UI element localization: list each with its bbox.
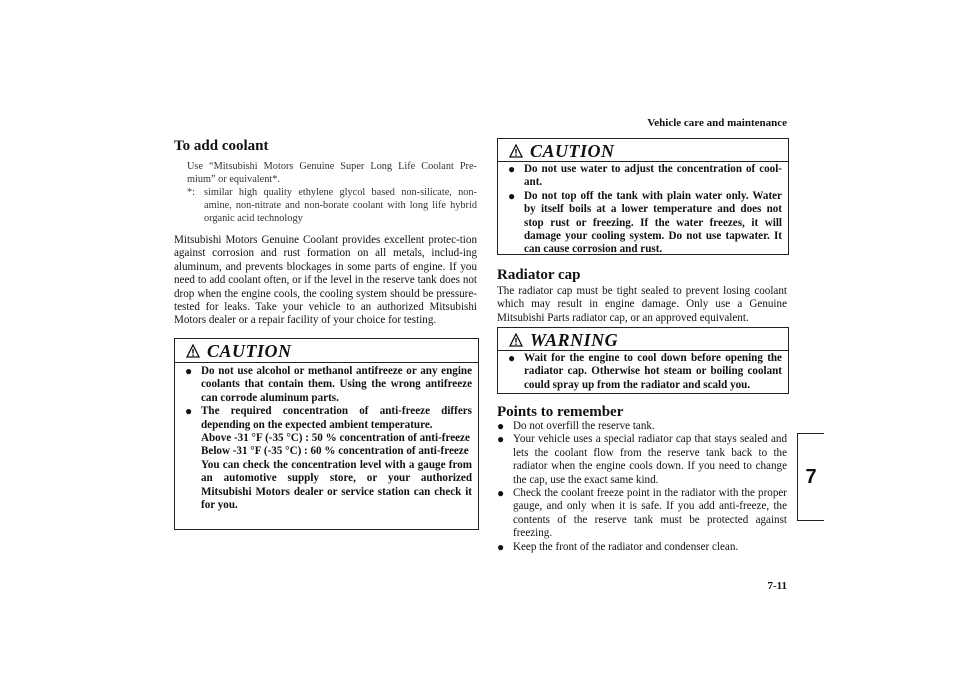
caution-item: ● Do not top off the tank with plain water only. Water by itself boils at a lower temperature and does not stop rust or freezing. If the water freezes, it will damage your cooling system. Do not use tapwater. It can cause corrosion and rust. [508, 188, 782, 256]
coolant-paragraph: Mitsubishi Motors Genuine Coolant provides excellent protec-tion against corrosion and rust formation on all metals, includ-ing aluminum, and prevents blockages in some parts of engine. If you need to add coolant often, or if the level in the reserve tank does not drop when the engine cools, the cooling system should be pressure-tested for leaks. Take your vehicle to an authorized Mitsubishi Motors dealer or a repair facility of your choice for testing. [174, 234, 477, 327]
list-item: ● Your vehicle uses a special radiator cap that stays sealed and lets the coolant flow from the reserve tank back to the radiator when the engine cools down. If you need to change the cap, use the exact same kind. [497, 432, 787, 486]
warning-title: WARNING [530, 330, 619, 350]
points-list [497, 420, 787, 554]
list-item: ● Check the coolant freeze point in the radiator with the proper gauge, and only when it is safe. If you add anti-freeze, the contents of the reserve tank must be protected against freezing. [497, 486, 787, 540]
warning-divider [498, 350, 788, 351]
bullet-icon: ● [508, 162, 516, 176]
caution-divider [498, 161, 788, 162]
list-item: ● Do not overfill the reserve tank. [497, 419, 655, 433]
section-heading-add-coolant: To add coolant [174, 138, 269, 154]
warning-list [508, 352, 782, 392]
caution-list-left [185, 365, 472, 512]
bullet-icon: ● [497, 539, 505, 554]
caution-box-right [497, 138, 789, 255]
caution-title-right: CAUTION [530, 141, 615, 161]
caution-title-left: CAUTION [207, 341, 292, 361]
list-item: ● Keep the front of the radiator and condenser clean. [497, 539, 739, 554]
caution-box-left [174, 338, 479, 530]
bullet-icon: ● [508, 188, 516, 203]
page-number: 7-11 [767, 580, 787, 592]
chapter-tab: 7 [797, 433, 824, 521]
warning-item: ● Wait for the engine to cool down before opening the radiator cap. Otherwise hot steam or boiling coolant could spray up from the radiator and scald you. [508, 351, 782, 391]
running-header: Vehicle care and maintenance [647, 117, 787, 129]
coolant-note [187, 160, 477, 225]
warning-triangle-icon [509, 144, 523, 158]
bullet-icon: ● [497, 432, 505, 447]
section-heading-points: Points to remember [497, 404, 624, 420]
caution-item: ● Do not use alcohol or methanol antifreeze or any engine coolants that contain them. Using the wrong antifreeze can corrode aluminum parts. [185, 364, 472, 404]
caution-item: ● The required concentration of anti-freeze differs depending on the expected ambient temperature. Above -31 °F (-35 °C) : 50 % concentration of anti-freeze Below -31 °F (-35 °C) : 60 % concentration of anti-freeze You can check the concentration level with a gauge from an automotive supply store, or your authorized Mitsubishi Motors dealer or service station can check it for you. [185, 404, 472, 512]
radiator-paragraph: The radiator cap must be tight sealed to prevent losing coolant which may result in engine damage. Only use a Genuine Mitsubishi Parts radiator cap, or an approved equivalent. [497, 285, 787, 324]
caution-divider [175, 362, 478, 363]
bullet-icon: ● [508, 351, 516, 365]
warning-triangle-icon [186, 344, 200, 358]
bullet-icon: ● [185, 364, 193, 378]
footnote-marker: *: [187, 187, 196, 198]
footnote-text: similar high quality ethylene glycol based non-silicate, non-amine, non-nitrate and non-borate coolant with long life hybrid organic acid technology [204, 187, 477, 224]
warning-box [497, 327, 789, 394]
section-heading-radiator-cap: Radiator cap [497, 267, 581, 283]
bullet-icon: ● [497, 419, 505, 433]
caution-item: ● Do not use water to adjust the concentration of cool-ant. [508, 162, 782, 189]
coolant-footnote [187, 186, 477, 225]
bullet-icon: ● [497, 486, 505, 501]
coolant-note-line: Use “Mitsubishi Motors Genuine Super Long Life Coolant Pre-mium” or equivalent*. [187, 161, 477, 185]
warning-triangle-icon [509, 333, 523, 347]
bullet-icon: ● [185, 404, 193, 419]
caution-list-right [508, 163, 782, 257]
